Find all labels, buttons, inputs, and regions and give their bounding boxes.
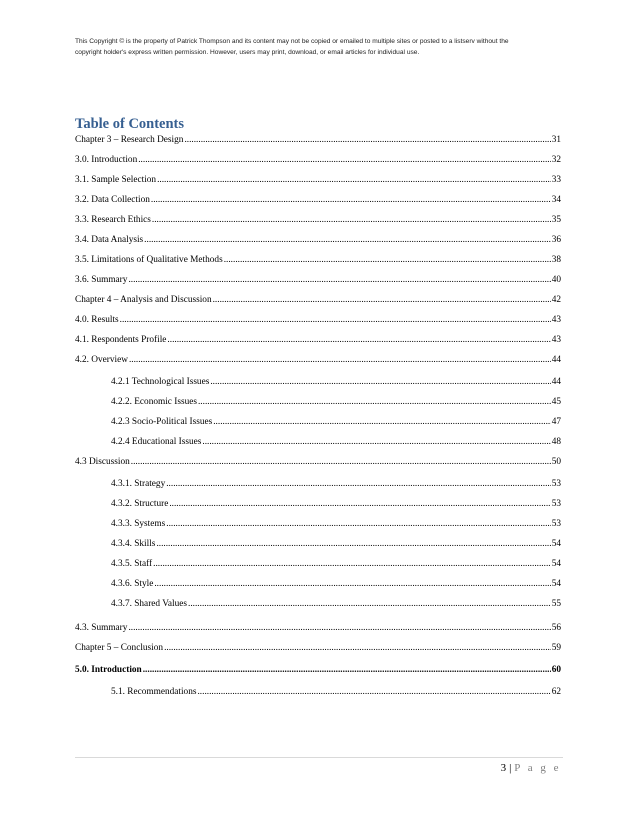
toc-leader-dots [184,135,550,146]
toc-leader-dots [128,623,550,634]
toc-entry-page: 31 [551,135,561,145]
toc-leader-dots [154,579,550,590]
toc-entry-4-0[interactable] [75,313,561,326]
toc-entry-page: 40 [551,275,561,285]
toc-leader-dots [224,255,551,266]
page-separator: | [509,762,512,774]
toc-entry-4-3-2[interactable] [111,497,561,510]
toc-entry-page: 59 [551,643,561,653]
toc-leader-dots [156,539,550,550]
toc-entry-3-2[interactable] [75,193,561,206]
toc-leader-dots [138,155,550,166]
toc-entry-4-3-4[interactable] [111,537,561,550]
toc-entry-4-2-4[interactable] [111,435,561,448]
toc-title: Table of Contents [75,116,185,132]
toc-entry-3-0[interactable] [75,153,561,166]
toc-entry-4-3-summary[interactable] [75,621,561,634]
toc-entry-label: Chapter 5 – Conclusion [75,643,164,653]
toc-entry-chapter-4[interactable] [75,293,561,306]
toc-entry-label: 3.0. Introduction [75,155,138,165]
toc-entry-label: 4.2.3 Socio-Political Issues [111,417,213,427]
toc-entry-label: 3.5. Limitations of Qualitative Methods [75,255,223,265]
toc-entry-page: 60 [551,665,561,675]
copyright-line-2: copyright holder's express written permission. However, users may print, download, or email articles for individual use. [75,48,420,56]
page-word: P a g e [514,762,561,774]
page-number: 3 [500,762,507,774]
toc-entry-page: 38 [551,255,561,265]
toc-entry-label: 4.0. Results [75,315,119,325]
toc-entry-3-6[interactable] [75,273,561,286]
toc-leader-dots [151,195,551,206]
toc-entry-4-3-7[interactable] [111,597,561,610]
toc-leader-dots [166,479,550,490]
toc-entry-page: 62 [551,687,561,697]
toc-entry-4-3-6[interactable] [111,577,561,590]
toc-entry-label: 4.3.2. Structure [111,499,169,509]
toc-entry-label: 3.6. Summary [75,275,128,285]
toc-entry-label: 4.3.6. Style [111,579,154,589]
toc-entry-4-3-5[interactable] [111,557,561,570]
toc-leader-dots [197,687,550,698]
toc-entry-page: 34 [551,195,561,205]
toc-entry-label: 4.3.5. Staff [111,559,153,569]
toc-entry-page: 53 [551,479,561,489]
toc-entry-page: 56 [551,623,561,633]
toc-entry-label: 4.2.1 Technological Issues [111,377,210,387]
toc-leader-dots [164,643,551,654]
toc-entry-page: 43 [551,335,561,345]
toc-leader-dots [202,437,550,448]
toc-entry-page: 54 [551,579,561,589]
toc-leader-dots [129,355,551,366]
toc-entry-4-2-1[interactable] [111,375,561,388]
footer-divider [75,757,563,758]
toc-entry-label: 4.2.2. Economic Issues [111,397,197,407]
copyright-notice [75,37,575,58]
toc-entry-label: 4.3.4. Skills [111,539,156,549]
toc-leader-dots [128,275,550,286]
toc-entry-4-3-discussion[interactable] [75,455,561,468]
toc-entry-3-5[interactable] [75,253,561,266]
toc-entry-label: Chapter 3 – Research Design [75,135,184,145]
toc-entry-label: 5.1. Recommendations [111,687,197,697]
toc-entry-label: 3.1. Sample Selection [75,175,157,185]
toc-leader-dots [210,377,550,388]
copyright-line-1: This Copyright © is the property of Patrick Thompson and its content may not be copied or emailed to multiple sites or posted to a listserv without the [75,38,509,45]
toc-entry-page: 55 [551,599,561,609]
toc-entry-label: 4.2.4 Educational Issues [111,437,202,447]
toc-entry-chapter-3[interactable] [75,133,561,146]
toc-entry-4-3-3[interactable] [111,517,561,530]
toc-leader-dots [131,457,551,468]
toc-entry-label: 3.3. Research Ethics [75,215,151,225]
toc-leader-dots [157,175,551,186]
toc-entry-4-2-2[interactable] [111,395,561,408]
toc-entry-label: 5.0. Introduction [75,665,142,675]
toc-leader-dots [169,499,550,510]
toc-leader-dots [167,335,550,346]
toc-leader-dots [213,417,550,428]
toc-leader-dots [120,315,551,326]
toc-entry-label: 4.3.1. Strategy [111,479,166,489]
toc-entry-label: 3.2. Data Collection [75,195,150,205]
toc-leader-dots [166,519,550,530]
toc-leader-dots [144,235,551,246]
toc-entry-label: 4.3 Discussion [75,457,130,467]
toc-entry-label: 4.3.3. Systems [111,519,166,529]
toc-entry-4-3-1[interactable] [111,477,561,490]
toc-entry-page: 53 [551,499,561,509]
toc-entry-page: 48 [551,437,561,447]
toc-entry-5-1[interactable] [111,685,561,698]
toc-entry-page: 50 [551,457,561,467]
page-footer [501,762,561,774]
toc-leader-dots [153,559,551,570]
toc-entry-3-1[interactable] [75,173,561,186]
toc-entry-4-1[interactable] [75,333,561,346]
toc-entry-5-0[interactable] [75,663,561,676]
toc-entry-chapter-5[interactable] [75,641,561,654]
toc-entry-page: 45 [551,397,561,407]
toc-entry-label: 4.1. Respondents Profile [75,335,167,345]
toc-entry-4-2[interactable] [75,353,561,366]
toc-entry-page: 44 [551,377,561,387]
toc-entry-page: 54 [551,559,561,569]
toc-entry-3-4[interactable] [75,233,561,246]
toc-entry-page: 54 [551,539,561,549]
toc-entry-label: 3.4. Data Analysis [75,235,144,245]
toc-leader-dots [143,665,551,676]
toc-entry-label: 4.3. Summary [75,623,128,633]
toc-leader-dots [188,599,551,610]
toc-entry-label: 4.3.7. Shared Values [111,599,187,609]
toc-entry-page: 36 [551,235,561,245]
toc-entry-3-3[interactable] [75,213,561,226]
toc-entry-4-2-3[interactable] [111,415,561,428]
toc-entry-page: 32 [551,155,561,165]
toc-leader-dots [152,215,551,226]
toc-entry-page: 35 [551,215,561,225]
toc-leader-dots [198,397,551,408]
toc-entry-label: Chapter 4 – Analysis and Discussion [75,295,212,305]
toc-entry-page: 43 [551,315,561,325]
toc-entry-label: 4.2. Overview [75,355,128,365]
toc-leader-dots [213,295,551,306]
toc-entry-page: 53 [551,519,561,529]
toc-entry-page: 47 [551,417,561,427]
toc-entry-page: 33 [551,175,561,185]
toc-entry-page: 44 [551,355,561,365]
toc-entry-page: 42 [551,295,561,305]
